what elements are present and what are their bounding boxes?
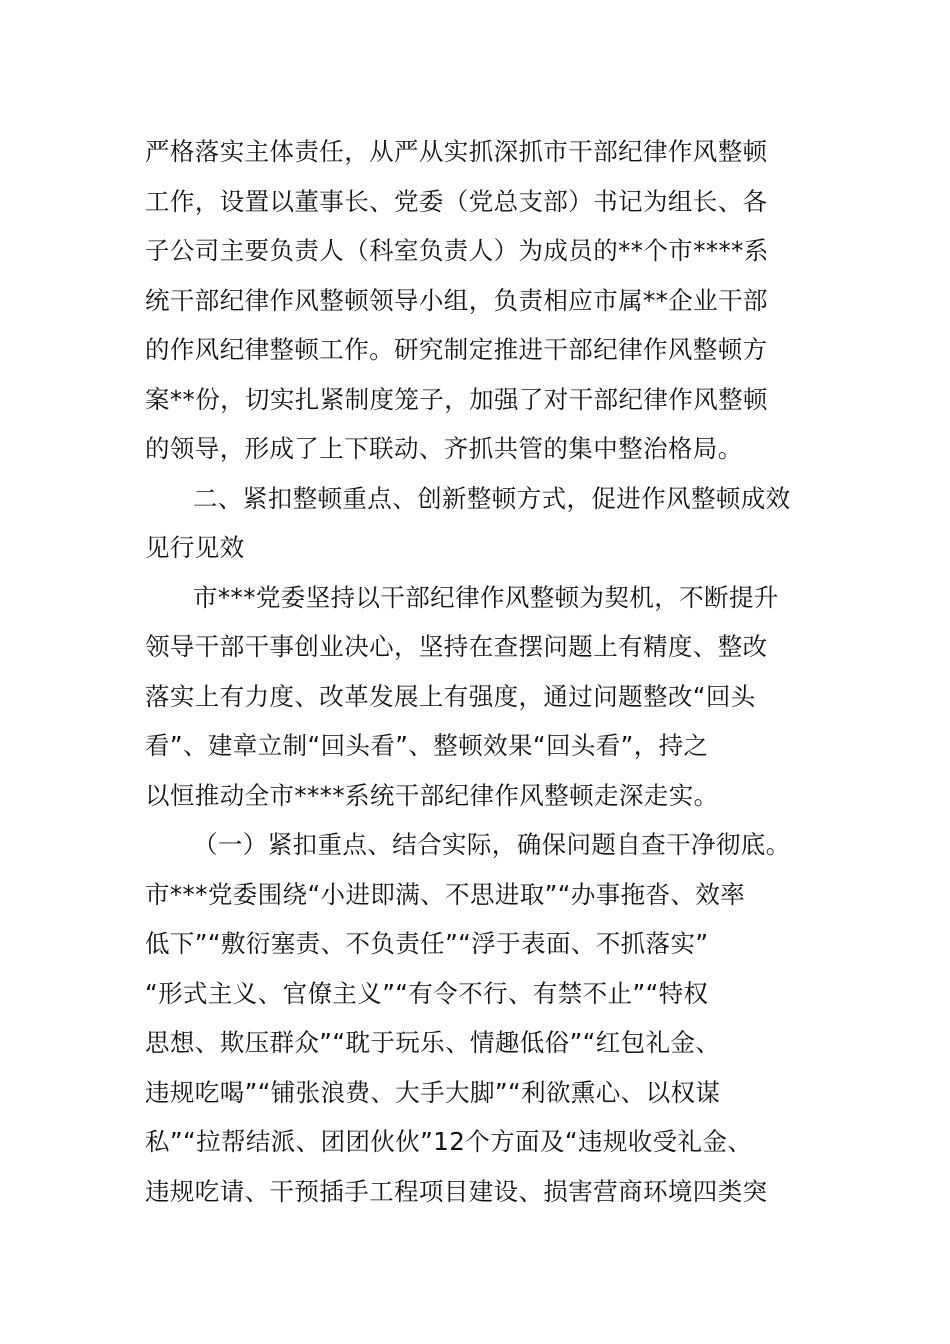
paragraph-line: “形式主义、官僚主义”“有令不行、有禁不止”“特权 [145, 979, 709, 1008]
paragraph-line: 低下”“敷衍塞责、不负责任”“浮于表面、不抓落实” [145, 929, 709, 958]
paragraph-line: 的作风纪律整顿工作。研究制定推进干部纪律作风整顿方 [145, 335, 768, 364]
section-heading: 二、紧扣整顿重点、创新整顿方式，促进作风整顿成效 [193, 484, 791, 513]
section-heading-continued: 见行见效 [145, 533, 245, 562]
paragraph-line: 思想、欺压群众”“耽于玩乐、情趣低俗”“红包礼金、 [145, 1028, 721, 1057]
paragraph-line: 子公司主要负责人（科室负责人）为成员的**个市****系 [145, 236, 769, 265]
paragraph-line: 严格落实主体责任，从严从实抓深抓市干部纪律作风整顿 [145, 137, 768, 166]
paragraph-line: 看”、建章立制“回头看”、整顿效果“回头看”，持之 [145, 731, 709, 760]
paragraph-line: 案**份，切实扎紧制度笼子，加强了对干部纪律作风整顿 [145, 385, 768, 414]
subsection-heading: （一）紧扣重点、结合实际，确保问题自查干净彻底。 [193, 830, 791, 859]
paragraph-line: 工作，设置以董事长、党委（党总支部）书记为组长、各 [145, 187, 768, 216]
paragraph-line: 领导干部干事创业决心，坚持在查摆问题上有精度、整改 [145, 632, 768, 661]
paragraph-line: 违规吃喝”“铺张浪费、大手大脚”“利欲熏心、以权谋 [145, 1078, 721, 1107]
paragraph-line: 违规吃请、干预插手工程项目建设、损害营商环境四类突 [145, 1177, 768, 1206]
paragraph-line: 落实上有力度、改革发展上有强度，通过问题整改“回头 [145, 682, 756, 711]
paragraph-line: 市***党委围绕“小进即满、不思进取”“办事拖沓、效率 [145, 880, 746, 909]
paragraph-line: 私”“拉帮结派、团团伙伙”12个方面及“违规收受礼金、 [145, 1127, 753, 1156]
paragraph-line: 的领导，形成了上下联动、齐抓共管的集中整治格局。 [145, 434, 743, 463]
paragraph-line: 以恒推动全市****系统干部纪律作风整顿走深走实。 [145, 781, 719, 810]
paragraph-line: 统干部纪律作风整顿领导小组，负责相应市属**企业干部 [145, 286, 768, 315]
paragraph-line: 市***党委坚持以干部纪律作风整顿为契机，不断提升 [193, 583, 779, 612]
